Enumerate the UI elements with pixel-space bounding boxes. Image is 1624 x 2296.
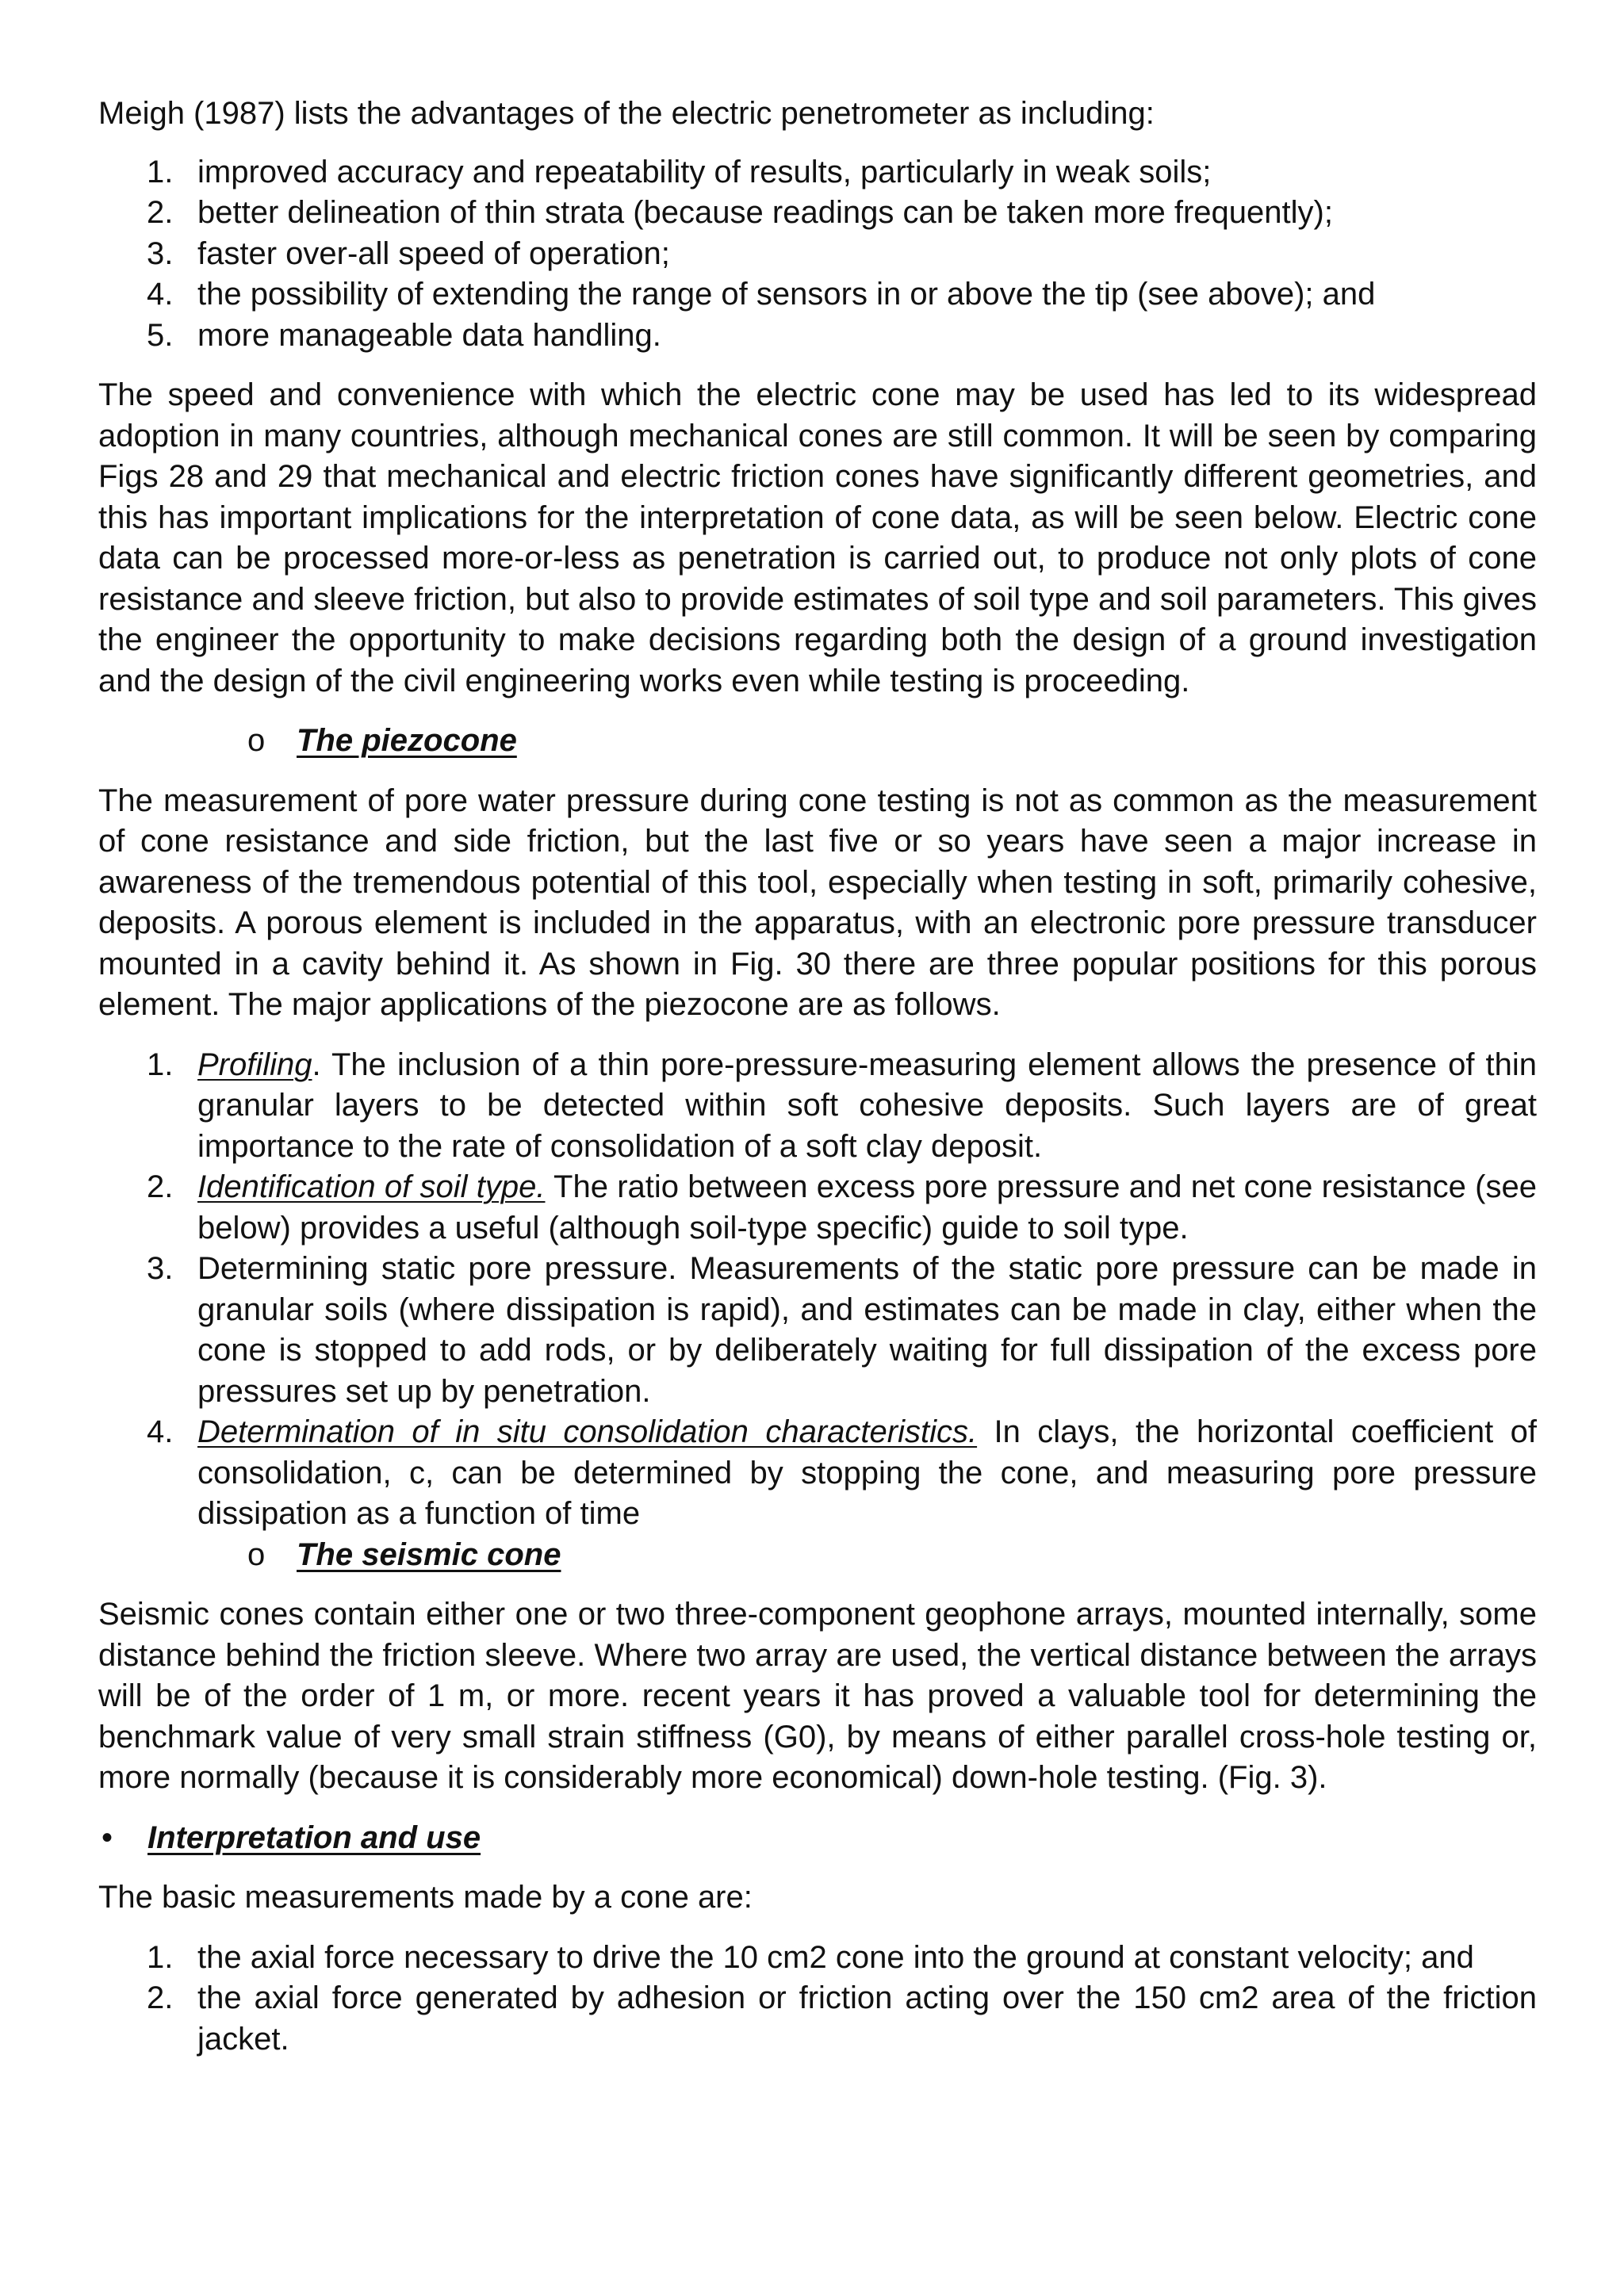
interpretation-intro: The basic measurements made by a cone are: <box>98 1880 753 1915</box>
bullet-icon: • <box>102 1820 113 1855</box>
list-item: 1. improved accuracy and repeatability of results, particularly in weak soils; <box>147 154 1212 189</box>
list-item: 2. the axial force generated by adhesion or friction acting over the 150 cm2 area of the friction jacket. <box>147 1980 1537 2057</box>
circle-bullet-icon: o <box>247 1536 266 1572</box>
advantages-list <box>98 152 1537 357</box>
list-item: 3. Determining static pore pressure. Measurements of the static pore pressure can be made in granular soils (where dissipation is rapid), and estimates can be made in clay, either when the cone is stopped to add rods, or by deliberately waiting for full dissipation of the excess pore pressures set up by penetration. <box>147 1251 1537 1409</box>
intro-text: Meigh (1987) lists the advantages of the electric penetrometer as including: <box>98 96 1155 131</box>
list-item: 4. Determination of in situ consolidation characteristics. In clays, the horizontal coefficient of consolidation, c, can be determined by stopping the cone, and measuring pore pressure dissipation as a function of time <box>147 1414 1538 1531</box>
interpretation-heading: • Interpretation and use <box>98 1818 1537 1859</box>
term: Profiling <box>197 1047 312 1082</box>
piezocone-heading: o The piezocone <box>98 721 1537 762</box>
list-item: 5. more manageable data handling. <box>147 317 661 353</box>
electric-cone-paragraph: The speed and convenience with which the electric cone may be used has led to its widespread adoption in many countries, although mechanical cones are still common. It will be seen by comparing Figs 28 and 29 that mechanical and electric friction cones have significantly different geometries, and this has important implications for the interpretation of cone data, as will be seen below. Electric cone data can be processed more-or-less as penetration is carried out, to produce not only plots of cone resistance and sleeve friction, but also to provide estimates of soil type and soil parameters. This gives the engineer the opportunity to make decisions regarding both the design of a ground investigation and the design of the civil engineering works even while testing is proceeding. <box>98 377 1537 698</box>
list-item: 3. faster over-all speed of operation; <box>147 235 670 271</box>
seismic-cone-heading: o The seismic cone <box>98 1535 1537 1576</box>
piezocone-paragraph: The measurement of pore water pressure during cone testing is not as common as the measurement of cone resistance and side friction, but the last five or so years have seen a major increase in awareness of the tremendous potential of this tool, especially when testing in soft, primarily cohesive, deposits. A porous element is included in the apparatus, with an electronic pore pressure transducer mounted in a cavity behind it. As shown in Fig. 30 there are three popular positions for this porous element. The major applications of the piezocone are as follows. <box>98 783 1537 1022</box>
list-item: 4. the possibility of extending the range of sensors in or above the tip (see above); and <box>147 277 1376 312</box>
term: Identification of soil type. <box>197 1169 546 1204</box>
circle-bullet-icon: o <box>247 723 266 758</box>
piezocone-applications-list <box>98 1045 1537 1535</box>
list-item: 2. Identification of soil type. The ratio between excess pore pressure and net cone resistance (see below) provides a useful (although soil-type specific) guide to soil type. <box>147 1169 1537 1246</box>
list-item: 1. Profiling. The inclusion of a thin pore-pressure-measuring element allows the presence of thin granular layers to be detected within soft cohesive deposits. Such layers are of great importance to the rate of consolidation of a soft clay deposit. <box>147 1047 1537 1164</box>
measurements-list <box>98 1938 1537 2061</box>
seismic-cone-paragraph: Seismic cones contain either one or two three-component geophone arrays, mounted internally, some distance behind the friction sleeve. Where two array are used, the vertical distance between the arrays will be of the order of 1 m, or more. recent years it has proved a valuable tool for determining the benchmark value of very small strain stiffness (G0), by means of either parallel cross-hole testing or, more normally (because it is considerably more economical) down-hole testing. (Fig. 3). <box>98 1597 1537 1795</box>
list-item: 1. the axial force necessary to drive the 10 cm2 cone into the ground at constant velocity; and <box>147 1939 1474 1975</box>
list-item: 2. better delineation of thin strata (because readings can be taken more frequently); <box>147 195 1333 230</box>
term: Determination of in situ consolidation characteristics. <box>197 1414 978 1449</box>
